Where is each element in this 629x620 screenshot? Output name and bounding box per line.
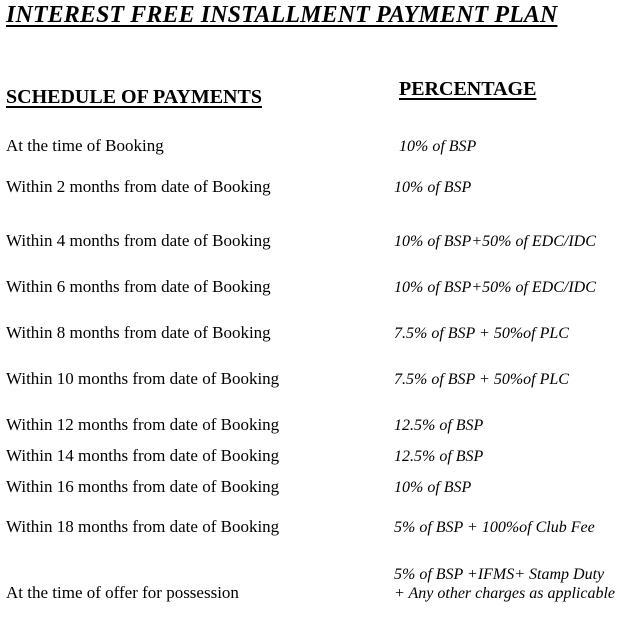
schedule-label: Within 8 months from date of Booking — [6, 323, 271, 342]
schedule-label: Within 14 months from date of Booking — [6, 446, 280, 465]
percentage-header: PERCENTAGE — [399, 78, 537, 100]
page-title: INTEREST FREE INSTALLMENT PAYMENT PLAN — [6, 2, 558, 28]
schedule-label: Within 12 months from date of Booking — [6, 415, 280, 434]
schedule-label: Within 2 months from date of Booking — [6, 177, 271, 196]
percentage-value: 12.5% of BSP — [394, 448, 484, 465]
percentage-value: 7.5% of BSP + 50%of PLC — [394, 371, 569, 388]
schedule-label: Within 6 months from date of Booking — [6, 277, 271, 296]
schedule-label: Within 16 months from date of Booking — [6, 477, 280, 496]
schedule-label: Within 4 months from date of Booking — [6, 231, 271, 250]
percentage-value: 5% of BSP + 100%of Club Fee — [394, 519, 595, 536]
percentage-value: 10% of BSP+50% of EDC/IDC — [394, 279, 596, 296]
percentage-value: 12.5% of BSP — [394, 417, 484, 434]
schedule-label: At the time of Booking — [6, 136, 164, 155]
schedule-label: Within 18 months from date of Booking — [6, 517, 280, 536]
percentage-value: 7.5% of BSP + 50%of PLC — [394, 325, 569, 342]
schedule-label: At the time of offer for possession — [6, 583, 239, 602]
percentage-value: 5% of BSP +IFMS+ Stamp Duty — [394, 566, 605, 583]
percentage-value: 10% of BSP+50% of EDC/IDC — [394, 233, 596, 250]
percentage-value: 10% of BSP — [394, 179, 472, 196]
percentage-value: 10% of BSP — [394, 479, 472, 496]
schedule-label: Within 10 months from date of Booking — [6, 369, 280, 388]
percentage-value: 10% of BSP — [399, 138, 477, 155]
percentage-value-continued: + Any other charges as applicable — [394, 585, 615, 602]
schedule-header: SCHEDULE OF PAYMENTS — [6, 86, 262, 108]
